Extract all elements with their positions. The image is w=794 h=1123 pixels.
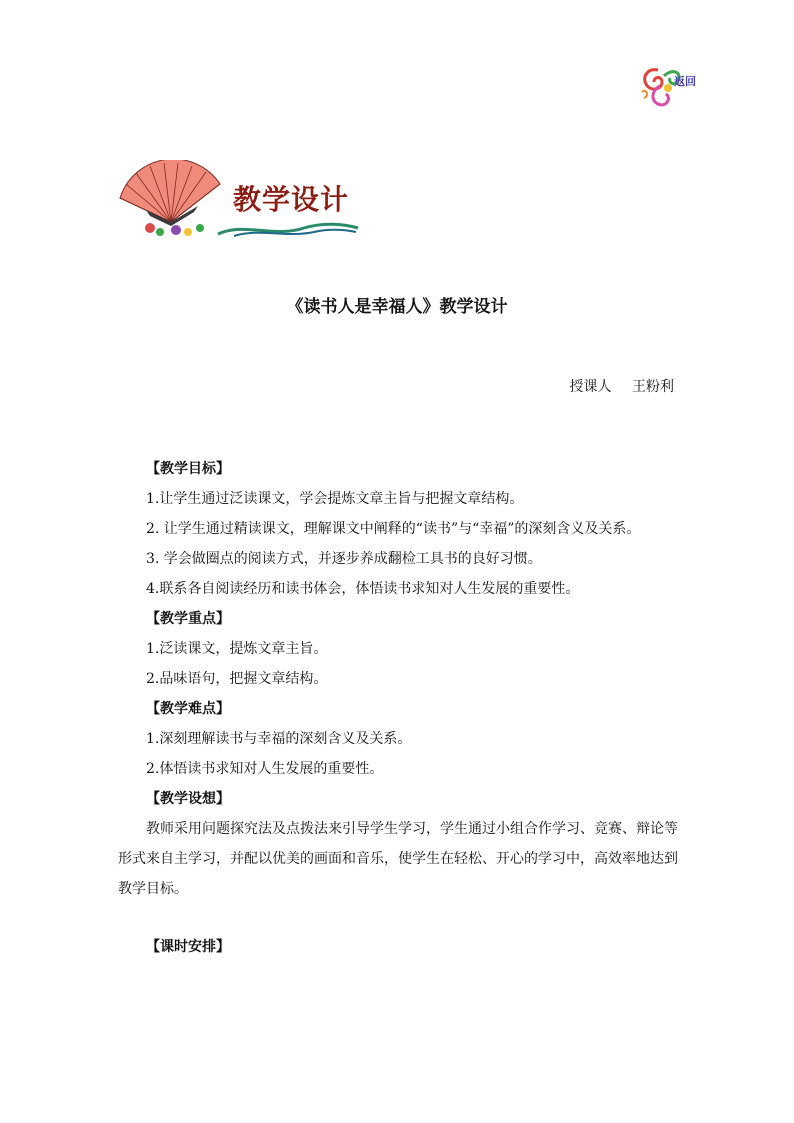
back-logo-icon[interactable]	[638, 62, 708, 108]
section-heading-schedule: 【课时安排】	[146, 939, 230, 955]
section-heading-difficulties: 【教学难点】	[146, 701, 230, 717]
difficulty-item: 1.深刻理解读书与幸福的深刻含义及关系。	[146, 731, 412, 747]
section-heading-key-points: 【教学重点】	[146, 611, 230, 627]
author-label: 授课人	[569, 379, 612, 395]
author-line	[570, 376, 674, 396]
goal-item: 1.让学生通过泛读课文，学会提炼文章主旨与把握文章结构。	[146, 491, 524, 507]
difficulty-item: 2.体悟读书求知对人生发展的重要性。	[146, 761, 384, 777]
author-name: 王粉利	[632, 379, 674, 395]
banner-title: 教学设计	[233, 183, 350, 216]
fan-icon	[116, 160, 226, 240]
document-body	[118, 454, 678, 962]
concept-paragraph: 教师采用问题探究法及点拨法来引导学生学习，学生通过小组合作学习、竞赛、辩论等形式来自主学习，并配以优美的画面和音乐，使学生在轻松、开心的学习中，高效率地达到教学目标。	[118, 821, 678, 897]
back-link[interactable]: 返回	[674, 75, 696, 88]
goal-item: 2. 让学生通过精读课文，理解课文中阐释的“读书”与“幸福”的深刻含义及关系。	[146, 521, 641, 537]
key-point-item: 2.品味语句，把握文章结构。	[146, 671, 328, 687]
goal-item: 3. 学会做圈点的阅读方式，并逐步养成翻检工具书的良好习惯。	[146, 551, 542, 567]
section-heading-goals: 【教学目标】	[146, 461, 230, 477]
key-point-item: 1.泛读课文，提炼文章主旨。	[146, 641, 328, 657]
document-title: 《读书人是幸福人》教学设计	[286, 297, 508, 317]
section-heading-concept: 【教学设想】	[146, 791, 230, 807]
wave-decoration	[214, 216, 360, 238]
goal-item: 4.联系各自阅读经历和读书体会，体悟读书求知对人生发展的重要性。	[146, 581, 580, 597]
